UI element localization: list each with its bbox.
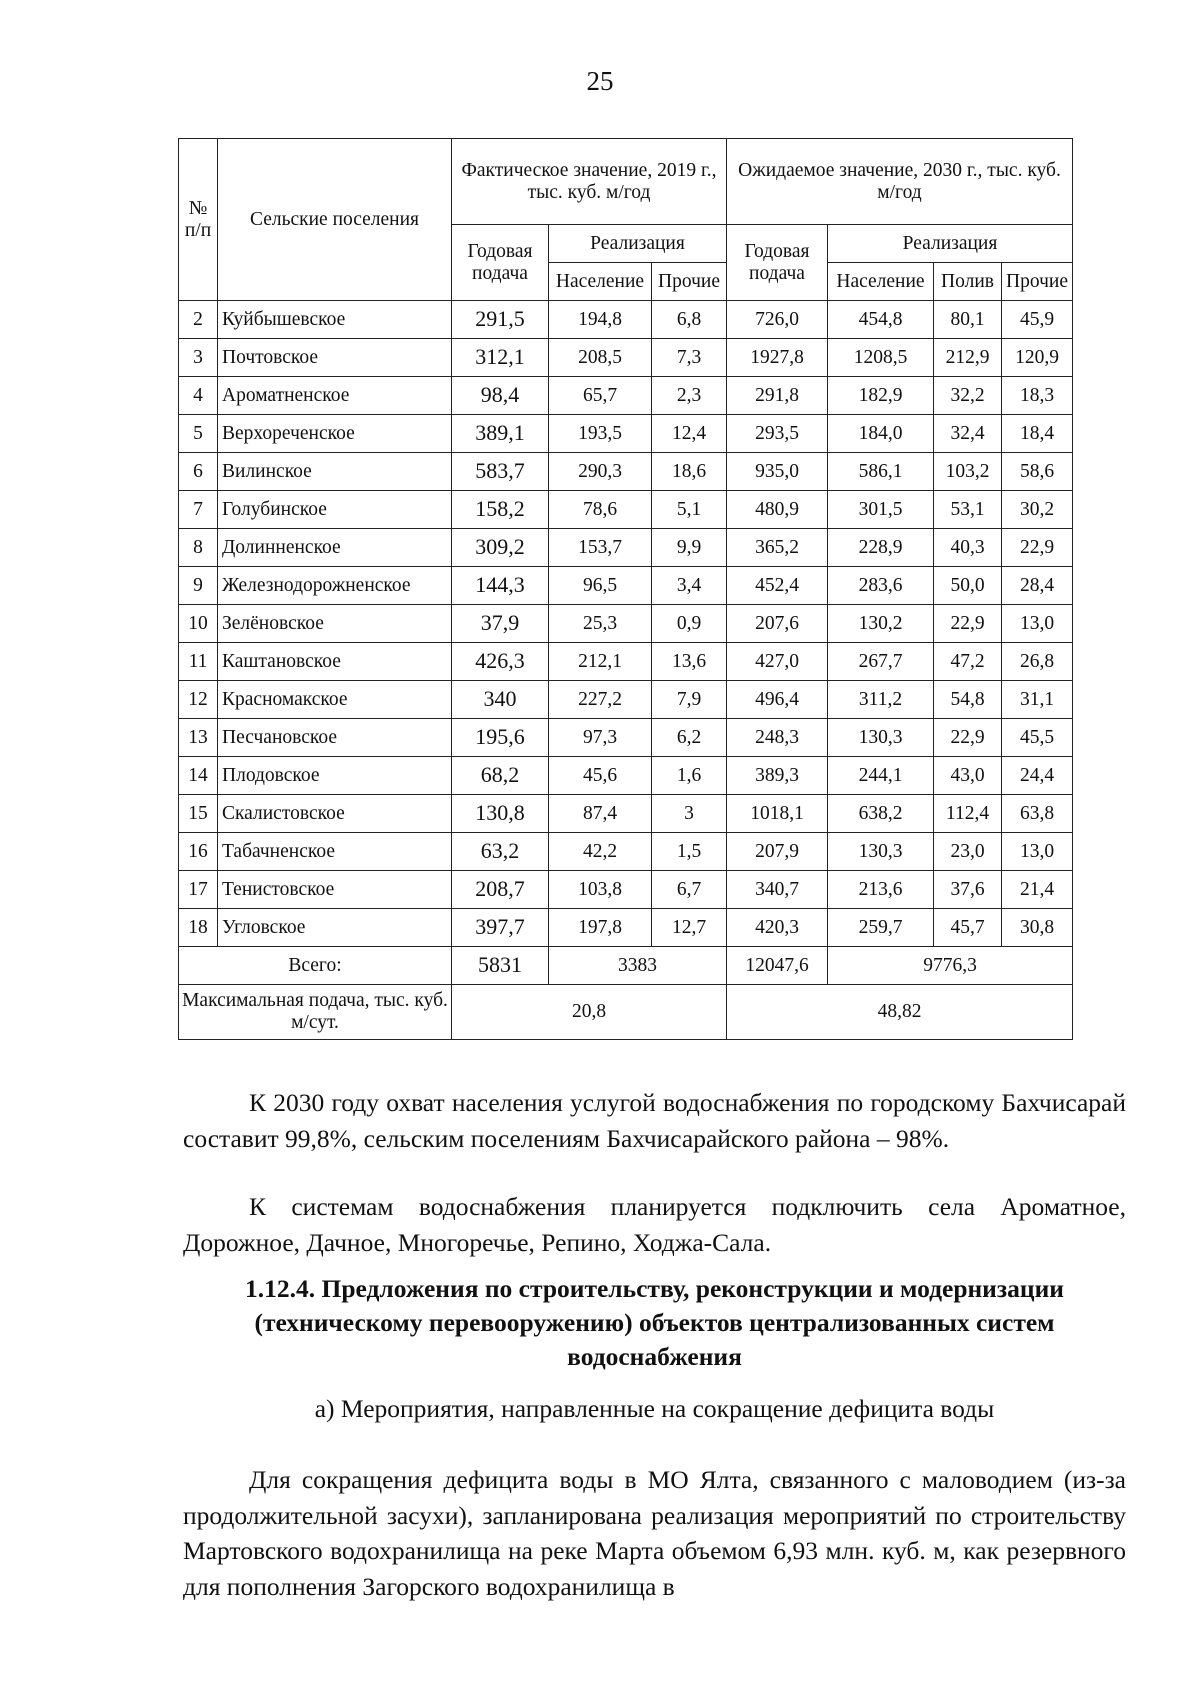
cell-n: 3	[179, 339, 218, 377]
table-row	[179, 567, 1073, 605]
cell-n: 14	[179, 757, 218, 795]
cell-name: Вилинское	[218, 453, 452, 491]
cell-n: 4	[179, 377, 218, 415]
cell-n: 8	[179, 529, 218, 567]
table-row	[179, 795, 1073, 833]
cell-a-supply: 130,8	[452, 795, 549, 833]
cell-e-other: 31,1	[1002, 681, 1073, 719]
cell-name: Табачненское	[218, 833, 452, 871]
cell-e-other: 45,5	[1002, 719, 1073, 757]
cell-a-pop: 96,5	[549, 567, 652, 605]
cell-name: Тенистовское	[218, 871, 452, 909]
cell-e-pop: 213,6	[828, 871, 934, 909]
cell-a-other: 18,6	[652, 453, 727, 491]
cell-a-supply: 397,7	[452, 909, 549, 947]
cell-a-other: 12,7	[652, 909, 727, 947]
subsection-heading: а) Мероприятия, направленные на сокращение дефицита воды	[314, 1394, 995, 1423]
cell-e-supply: 452,4	[727, 567, 828, 605]
cell-a-pop: 227,2	[549, 681, 652, 719]
cell-e-pop: 259,7	[828, 909, 934, 947]
cell-a-other: 13,6	[652, 643, 727, 681]
cell-a-other: 1,6	[652, 757, 727, 795]
col-header-expected: Ожидаемое значение, 2030 г., тыс. куб. м/год	[727, 139, 1073, 225]
cell-a-pop: 208,5	[549, 339, 652, 377]
cell-a-pop: 103,8	[549, 871, 652, 909]
section-heading: 1.12.4. Предложения по строительству, реконструкции и модернизации (техническому перевооружению) объектов централизованных систем водоснабжения	[245, 1274, 1064, 1371]
cell-name: Скалистовское	[218, 795, 452, 833]
cell-e-pop: 130,2	[828, 605, 934, 643]
cell-e-supply: 1927,8	[727, 339, 828, 377]
cell-a-other: 6,7	[652, 871, 727, 909]
cell-a-pop: 45,6	[549, 757, 652, 795]
cell-e-pop: 454,8	[828, 301, 934, 339]
cell-e-supply: 207,9	[727, 833, 828, 871]
cell-e-pop: 1208,5	[828, 339, 934, 377]
cell-a-other: 1,5	[652, 833, 727, 871]
cell-a-other: 7,9	[652, 681, 727, 719]
col-header-number: № п/п	[179, 139, 218, 301]
cell-a-supply: 37,9	[452, 605, 549, 643]
cell-a-supply: 63,2	[452, 833, 549, 871]
cell-e-supply: 480,9	[727, 491, 828, 529]
cell-e-other: 30,8	[1002, 909, 1073, 947]
cell-e-irr: 37,6	[934, 871, 1002, 909]
col-header-population-expected: Население	[828, 263, 934, 301]
cell-a-pop: 212,1	[549, 643, 652, 681]
table-row	[179, 757, 1073, 795]
cell-a-other: 2,3	[652, 377, 727, 415]
cell-n: 5	[179, 415, 218, 453]
cell-e-pop: 244,1	[828, 757, 934, 795]
cell-name: Каштановское	[218, 643, 452, 681]
cell-n: 17	[179, 871, 218, 909]
cell-a-pop: 194,8	[549, 301, 652, 339]
cell-e-irr: 23,0	[934, 833, 1002, 871]
cell-n: 2	[179, 301, 218, 339]
cell-e-other: 18,4	[1002, 415, 1073, 453]
cell-e-pop: 184,0	[828, 415, 934, 453]
table-row	[179, 377, 1073, 415]
cell-name: Плодовское	[218, 757, 452, 795]
water-supply-table	[178, 138, 1073, 1040]
cell-name: Верхореченское	[218, 415, 452, 453]
cell-n: 10	[179, 605, 218, 643]
cell-a-supply: 426,3	[452, 643, 549, 681]
cell-a-pop: 42,2	[549, 833, 652, 871]
cell-e-irr: 45,7	[934, 909, 1002, 947]
col-header-settlements: Сельские поселения	[218, 139, 452, 301]
cell-a-supply: 208,7	[452, 871, 549, 909]
cell-e-irr: 103,2	[934, 453, 1002, 491]
table-row	[179, 909, 1073, 947]
cell-e-other: 120,9	[1002, 339, 1073, 377]
cell-n: 6	[179, 453, 218, 491]
cell-e-other: 63,8	[1002, 795, 1073, 833]
cell-a-supply: 312,1	[452, 339, 549, 377]
max-supply-actual: 20,8	[452, 985, 727, 1040]
cell-e-other: 18,3	[1002, 377, 1073, 415]
cell-a-pop: 25,3	[549, 605, 652, 643]
cell-n: 18	[179, 909, 218, 947]
total-actual-realization: 3383	[549, 947, 727, 985]
total-label: Всего:	[179, 947, 452, 985]
cell-a-other: 6,8	[652, 301, 727, 339]
cell-e-supply: 1018,1	[727, 795, 828, 833]
cell-a-pop: 78,6	[549, 491, 652, 529]
total-expected-supply: 12047,6	[727, 947, 828, 985]
cell-e-supply: 291,8	[727, 377, 828, 415]
total-actual-supply: 5831	[452, 947, 549, 985]
cell-a-supply: 583,7	[452, 453, 549, 491]
cell-a-supply: 195,6	[452, 719, 549, 757]
cell-e-irr: 32,2	[934, 377, 1002, 415]
cell-e-pop: 638,2	[828, 795, 934, 833]
cell-a-supply: 158,2	[452, 491, 549, 529]
cell-a-pop: 153,7	[549, 529, 652, 567]
total-expected-realization: 9776,3	[828, 947, 1073, 985]
cell-a-supply: 68,2	[452, 757, 549, 795]
col-header-realization-actual: Реализация	[549, 225, 727, 263]
cell-e-irr: 43,0	[934, 757, 1002, 795]
cell-e-pop: 586,1	[828, 453, 934, 491]
cell-e-irr: 80,1	[934, 301, 1002, 339]
cell-a-supply: 291,5	[452, 301, 549, 339]
cell-e-other: 58,6	[1002, 453, 1073, 491]
table-row	[179, 681, 1073, 719]
cell-e-irr: 112,4	[934, 795, 1002, 833]
cell-e-other: 30,2	[1002, 491, 1073, 529]
cell-name: Красномакское	[218, 681, 452, 719]
table-row	[179, 719, 1073, 757]
cell-e-supply: 293,5	[727, 415, 828, 453]
table-row	[179, 833, 1073, 871]
cell-a-other: 9,9	[652, 529, 727, 567]
cell-e-pop: 283,6	[828, 567, 934, 605]
cell-e-pop: 130,3	[828, 833, 934, 871]
cell-e-pop: 311,2	[828, 681, 934, 719]
max-supply-label: Максимальная подача, тыс. куб. м/сут.	[179, 985, 452, 1040]
cell-e-irr: 40,3	[934, 529, 1002, 567]
cell-e-irr: 22,9	[934, 605, 1002, 643]
cell-name: Зелёновское	[218, 605, 452, 643]
cell-e-pop: 228,9	[828, 529, 934, 567]
cell-a-pop: 290,3	[549, 453, 652, 491]
cell-a-supply: 340	[452, 681, 549, 719]
paragraph-deficit: Для сокращения дефицита воды в МО Ялта, связанного с маловодием (из-за продолжительной засухи), запланирована реализация мероприятий по строительству Мартовского водохранилища на реке Марта объемом 6,93 млн. куб. м, как резервного для пополнения Загорского водохранилища в	[183, 1465, 1126, 1601]
cell-n: 9	[179, 567, 218, 605]
cell-a-pop: 193,5	[549, 415, 652, 453]
cell-e-pop: 267,7	[828, 643, 934, 681]
cell-a-supply: 309,2	[452, 529, 549, 567]
cell-a-other: 6,2	[652, 719, 727, 757]
cell-a-pop: 65,7	[549, 377, 652, 415]
cell-e-supply: 427,0	[727, 643, 828, 681]
cell-n: 11	[179, 643, 218, 681]
table-row	[179, 301, 1073, 339]
cell-name: Долинненское	[218, 529, 452, 567]
cell-a-other: 3,4	[652, 567, 727, 605]
cell-n: 12	[179, 681, 218, 719]
cell-e-irr: 212,9	[934, 339, 1002, 377]
table-row	[179, 643, 1073, 681]
max-supply-expected: 48,82	[727, 985, 1073, 1040]
table-body	[179, 301, 1073, 947]
cell-e-irr: 50,0	[934, 567, 1002, 605]
cell-n: 7	[179, 491, 218, 529]
cell-a-pop: 87,4	[549, 795, 652, 833]
cell-a-pop: 197,8	[549, 909, 652, 947]
cell-e-supply: 248,3	[727, 719, 828, 757]
table-row	[179, 491, 1073, 529]
cell-name: Голубинское	[218, 491, 452, 529]
cell-e-irr: 22,9	[934, 719, 1002, 757]
table-row	[179, 605, 1073, 643]
cell-e-supply: 420,3	[727, 909, 828, 947]
table-row	[179, 415, 1073, 453]
cell-n: 13	[179, 719, 218, 757]
cell-a-supply: 389,1	[452, 415, 549, 453]
cell-e-other: 22,9	[1002, 529, 1073, 567]
col-header-population-actual: Население	[549, 263, 652, 301]
cell-e-other: 45,9	[1002, 301, 1073, 339]
cell-e-supply: 389,3	[727, 757, 828, 795]
cell-e-other: 13,0	[1002, 833, 1073, 871]
cell-a-other: 12,4	[652, 415, 727, 453]
cell-e-other: 26,8	[1002, 643, 1073, 681]
paragraph-coverage: К 2030 году охват населения услугой водоснабжения по городскому Бахчисарай составит 99,8%, сельским поселениям Бахчисарайского района – 98%.	[183, 1088, 1126, 1153]
col-header-actual: Фактическое значение, 2019 г., тыс. куб. м/год	[452, 139, 727, 225]
cell-e-pop: 130,3	[828, 719, 934, 757]
cell-a-other: 7,3	[652, 339, 727, 377]
cell-e-other: 13,0	[1002, 605, 1073, 643]
cell-e-pop: 182,9	[828, 377, 934, 415]
cell-n: 16	[179, 833, 218, 871]
cell-e-supply: 340,7	[727, 871, 828, 909]
table-row	[179, 339, 1073, 377]
col-header-other-actual: Прочие	[652, 263, 727, 301]
page-number: 25	[586, 66, 614, 96]
cell-e-other: 24,4	[1002, 757, 1073, 795]
cell-e-supply: 496,4	[727, 681, 828, 719]
cell-name: Угловское	[218, 909, 452, 947]
cell-name: Куйбышевское	[218, 301, 452, 339]
col-header-annual-supply-actual: Годовая подача	[452, 225, 549, 301]
cell-name: Почтовское	[218, 339, 452, 377]
table-row	[179, 453, 1073, 491]
cell-e-supply: 365,2	[727, 529, 828, 567]
cell-a-pop: 97,3	[549, 719, 652, 757]
table-row	[179, 529, 1073, 567]
cell-n: 15	[179, 795, 218, 833]
cell-e-other: 28,4	[1002, 567, 1073, 605]
col-header-irrigation: Полив	[934, 263, 1002, 301]
col-header-other-expected: Прочие	[1002, 263, 1073, 301]
cell-e-supply: 726,0	[727, 301, 828, 339]
cell-e-pop: 301,5	[828, 491, 934, 529]
cell-name: Ароматненское	[218, 377, 452, 415]
cell-name: Железнодорожненское	[218, 567, 452, 605]
cell-e-other: 21,4	[1002, 871, 1073, 909]
cell-e-irr: 32,4	[934, 415, 1002, 453]
paragraph-connections: К системам водоснабжения планируется подключить села Ароматное, Дорожное, Дачное, Многоречье, Репино, Ходжа-Сала.	[183, 1192, 1126, 1257]
cell-e-irr: 53,1	[934, 491, 1002, 529]
cell-a-other: 5,1	[652, 491, 727, 529]
table-row	[179, 871, 1073, 909]
col-header-annual-supply-expected: Годовая подача	[727, 225, 828, 301]
cell-a-other: 0,9	[652, 605, 727, 643]
cell-e-irr: 54,8	[934, 681, 1002, 719]
cell-e-supply: 935,0	[727, 453, 828, 491]
cell-e-supply: 207,6	[727, 605, 828, 643]
cell-a-supply: 98,4	[452, 377, 549, 415]
cell-a-supply: 144,3	[452, 567, 549, 605]
cell-e-irr: 47,2	[934, 643, 1002, 681]
col-header-realization-expected: Реализация	[828, 225, 1073, 263]
cell-a-other: 3	[652, 795, 727, 833]
cell-name: Песчановское	[218, 719, 452, 757]
